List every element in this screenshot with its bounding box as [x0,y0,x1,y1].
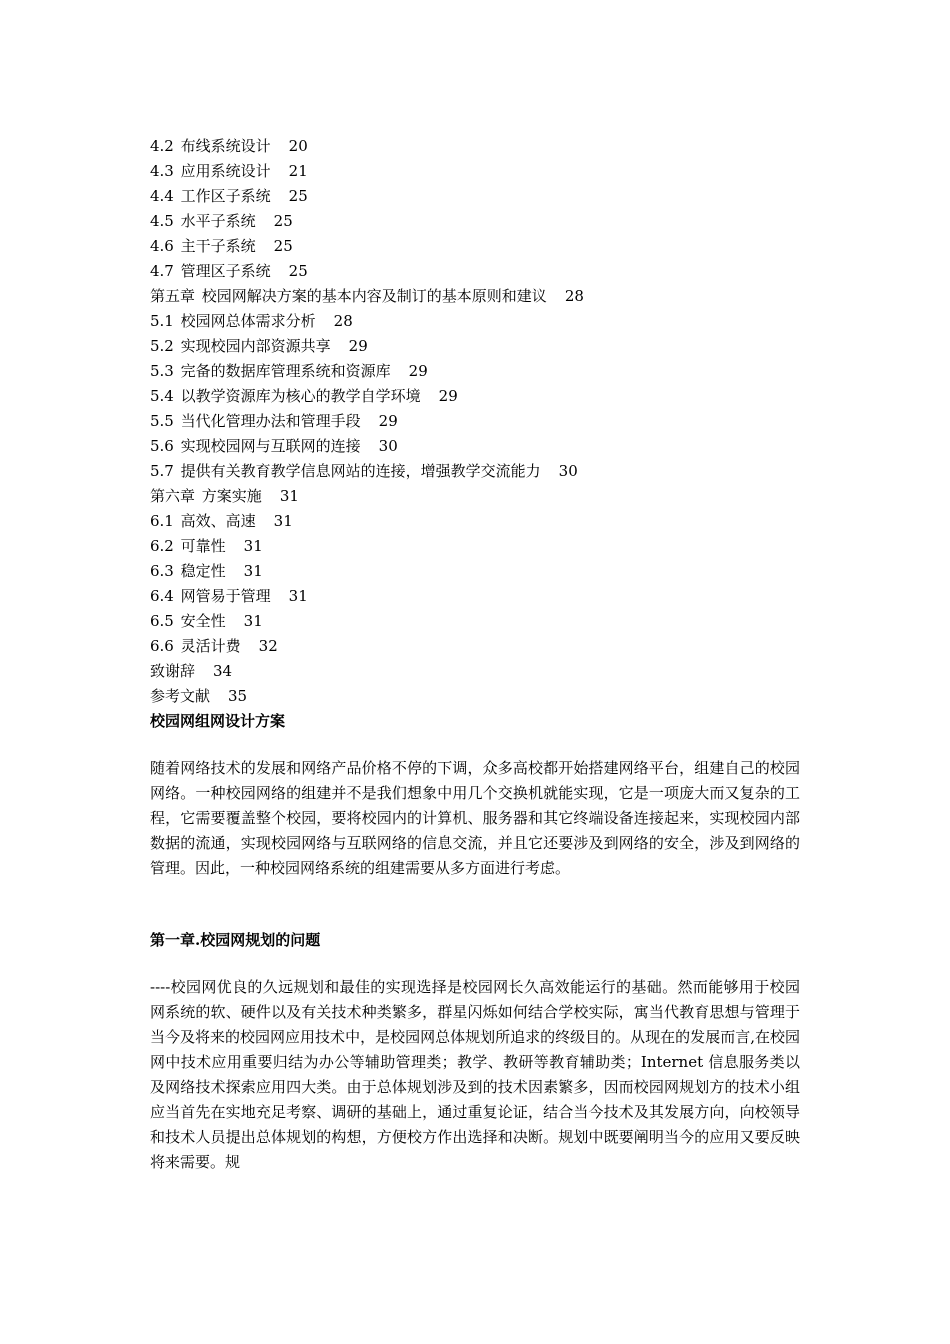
toc-entry-page: 29 [408,362,428,380]
document-title: 校园网组网设计方案 [150,712,286,730]
toc-entry-number: 5.7 [150,462,174,480]
toc-entry-page: 31 [243,537,263,555]
toc-entry-number: 4.3 [150,162,174,180]
toc-entry-title: 灵活计费 [180,637,241,655]
toc-entry-title: 参考文献 [150,687,211,705]
toc-entry-number: 4.5 [150,212,174,230]
toc-entry [150,334,800,359]
toc-entry-page: 21 [288,162,308,180]
toc-entry-title: 应用系统设计 [180,162,271,180]
toc-entry-title: 稳定性 [180,562,226,580]
chapter-1-paragraph: ----校园网优良的久远规划和最佳的实现选择是校园网长久高效能运行的基础。然而能够用于校园网系统的软、硬件以及有关技术种类繁多，群星闪烁如何结合学校实际，寓当代教育思想与管理于当今及将来的校园网应用技术中，是校园网总体规划所追求的终级目的。从现在的发展而言,在校园网中技术应用重要归结为办公等辅助管理类；教学、教研等教育辅助类；Internet 信息服务类以及网络技术探索应用四大类。由于总体规划涉及到的技术因素繁多，因而校园网规划方的技术小组应当首先在实地充足考察、调研的基础上，通过重复论证，结合当今技术及其发展方向，向校领导和技术人员提出总体规划的构想，方便校方作出选择和决断。规划中既要阐明当今的应用又要反映将来需要。规 [150,978,800,1171]
toc-entry-page: 31 [273,512,293,530]
toc-entry-page: 29 [348,337,368,355]
toc-entry [150,384,800,409]
toc-entry [150,134,800,159]
toc-entry-number: 4.4 [150,187,174,205]
toc-entry-page: 25 [273,212,293,230]
toc-entry-page: 32 [258,637,278,655]
toc-entry-title: 完备的数据库管理系统和资源库 [180,362,391,380]
toc-entry [150,359,800,384]
toc-entry [150,484,800,509]
toc-entry-number: 第五章 [150,287,196,305]
toc-entry-page: 28 [333,312,353,330]
toc-entry-page: 25 [273,237,293,255]
toc-entry-number: 5.6 [150,437,174,455]
toc-entry-page: 29 [378,412,398,430]
toc-entry-page: 20 [288,137,308,155]
toc-entry [150,259,800,284]
toc-entry-number: 6.4 [150,587,174,605]
toc-entry-title: 水平子系统 [180,212,256,230]
toc-entry-title: 可靠性 [180,537,226,555]
toc-entry-title: 工作区子系统 [180,187,271,205]
intro-paragraph: 随着网络技术的发展和网络产品价格不停的下调，众多高校都开始搭建网络平台，组建自己的校园网络。一种校园网络的组建并不是我们想象中用几个交换机就能实现，它是一项庞大而又复杂的工程，它需要覆盖整个校园，要将校园内的计算机、服务器和其它终端设备连接起来，实现校园内部数据的流通，实现校园网络与互联网络的信息交流，并且它还要涉及到网络的安全，涉及到网络的管理。因此，一种校园网络系统的组建需要从多方面进行考虑。 [150,759,800,877]
toc-entry-number: 6.3 [150,562,174,580]
toc-entry-page: 31 [279,487,299,505]
toc-entry-title: 方案实施 [201,487,262,505]
toc-entry-title: 布线系统设计 [180,137,271,155]
toc-entry-title: 管理区子系统 [180,262,271,280]
toc-entry-page: 34 [213,662,233,680]
chapter-1-title: 第一章.校园网规划的问题 [150,931,321,949]
toc-entry-title: 主干子系统 [180,237,256,255]
toc-entry-title: 校园网总体需求分析 [180,312,316,330]
toc-entry [150,159,800,184]
toc-entry-number: 5.1 [150,312,174,330]
toc-entry-number: 第六章 [150,487,196,505]
toc-entry-number: 4.2 [150,137,174,155]
toc-entry-number: 5.3 [150,362,174,380]
toc-entry [150,609,800,634]
toc-entry-title: 提供有关教育教学信息网站的连接，增强教学交流能力 [180,462,541,480]
toc-entry [150,559,800,584]
toc-entry-page: 30 [378,437,398,455]
toc-entry-title: 实现校园内部资源共享 [180,337,331,355]
toc-entry-number: 5.4 [150,387,174,405]
toc-entry-title: 以教学资源库为核心的教学自学环境 [180,387,421,405]
toc-entry [150,184,800,209]
toc-entry-page: 25 [288,262,308,280]
toc-entry [150,534,800,559]
toc-entry [150,684,800,709]
toc-entry-page: 29 [438,387,458,405]
toc-entry [150,659,800,684]
toc-entry [150,409,800,434]
toc-entry-number: 6.2 [150,537,174,555]
toc-entry [150,434,800,459]
toc-entry-title: 安全性 [180,612,226,630]
toc-entry [150,209,800,234]
toc-entry [150,234,800,259]
toc-entry-number: 4.7 [150,262,174,280]
toc-entry [150,459,800,484]
toc-entry-page: 31 [288,587,308,605]
toc-entry-page: 31 [243,562,263,580]
toc-entry-title: 高效、高速 [180,512,256,530]
toc-entry-page: 35 [228,687,248,705]
toc-entry [150,509,800,534]
toc-entry-title: 致谢辞 [150,662,196,680]
toc-entry-page: 25 [288,187,308,205]
toc-entry-number: 6.1 [150,512,174,530]
toc-entry-page: 31 [243,612,263,630]
toc-entry-title: 实现校园网与互联网的连接 [180,437,361,455]
toc-entry-number: 5.5 [150,412,174,430]
toc-entry-number: 4.6 [150,237,174,255]
toc-entry-page: 30 [558,462,578,480]
toc-entry-page: 28 [564,287,584,305]
toc-entry-number: 6.6 [150,637,174,655]
toc-entry-title: 校园网解决方案的基本内容及制订的基本原则和建议 [201,287,547,305]
toc-entry-title: 网管易于管理 [180,587,271,605]
document-page [150,134,800,1175]
toc-entry [150,284,800,309]
toc-entry [150,309,800,334]
toc-entry [150,584,800,609]
toc-entry-title: 当代化管理办法和管理手段 [180,412,361,430]
table-of-contents [150,134,800,709]
toc-entry-number: 6.5 [150,612,174,630]
toc-entry-number: 5.2 [150,337,174,355]
toc-entry [150,634,800,659]
